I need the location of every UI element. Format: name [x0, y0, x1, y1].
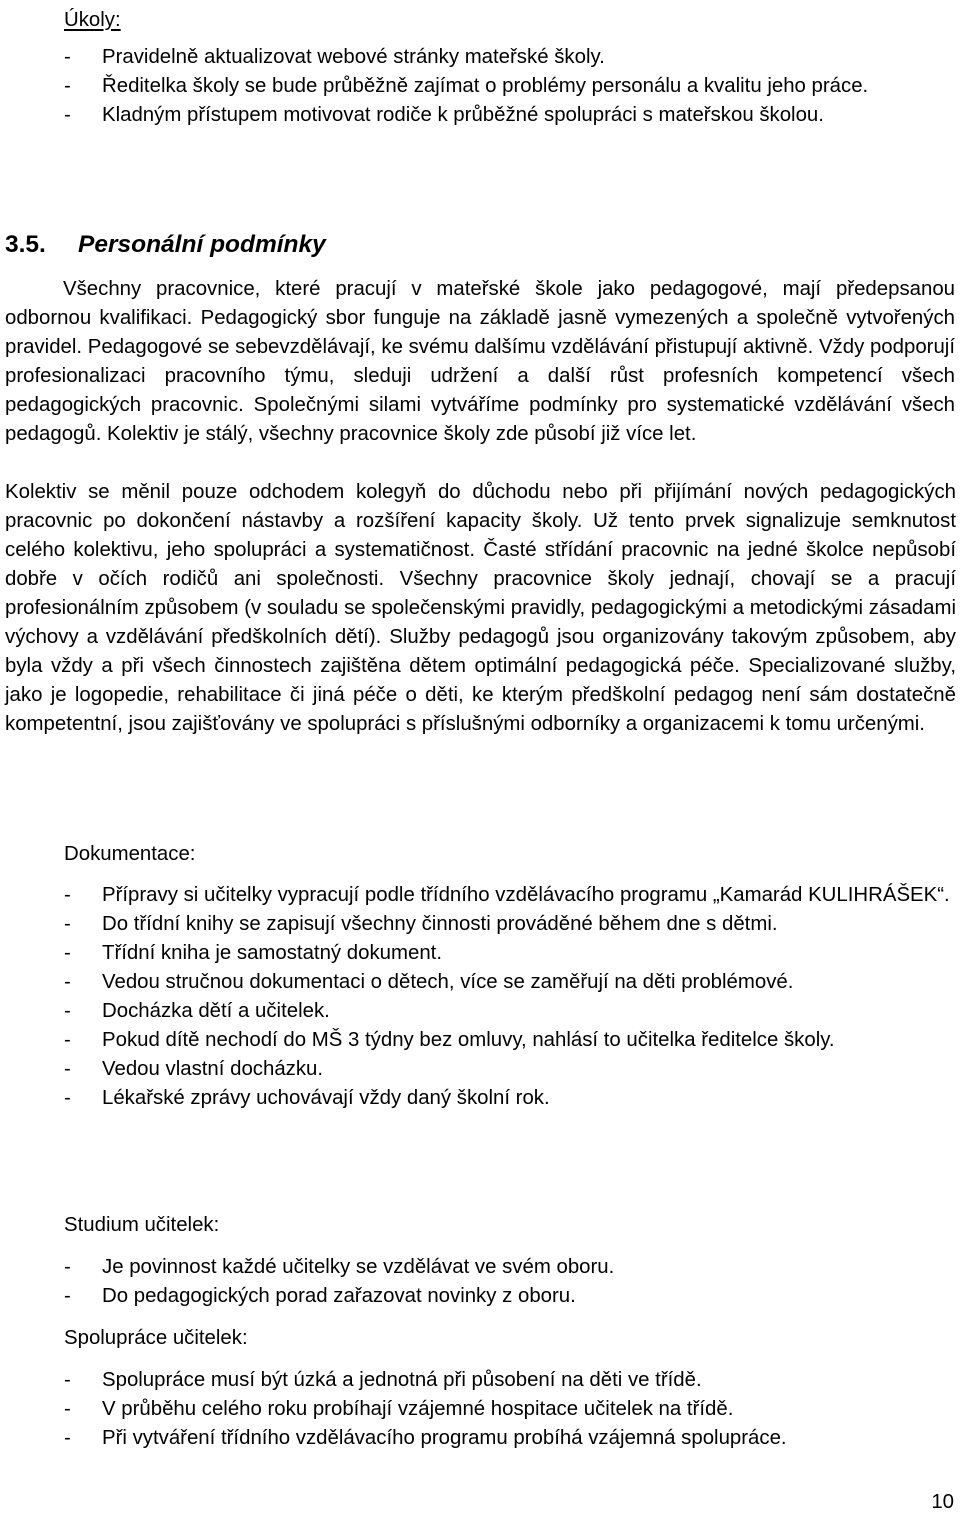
list-item: - Přípravy si učitelky vypracují podle třídního vzdělávacího programu „Kamarád KULIHRÁŠEK“. — [64, 884, 950, 906]
list-item: - Lékařské zprávy uchovávají vždy daný školní rok. — [64, 1087, 550, 1109]
list-item: - Spolupráce musí být úzká a jednotná při působení na děti ve třídě. — [64, 1369, 702, 1391]
list-item: - Vedou vlastní docházku. — [64, 1058, 324, 1080]
list-item: - Kladným přístupem motivovat rodiče k průběžné spolupráci s mateřskou školou. — [64, 104, 824, 126]
dokumentace-label: Dokumentace: — [64, 843, 196, 865]
ukoly-list — [64, 43, 956, 130]
list-item: - Při vytváření třídního vzdělávacího programu probíhá vzájemná spolupráce. — [64, 1427, 787, 1449]
list-item: - Je povinnost každé učitelky se vzdělávat ve svém oboru. — [64, 1256, 615, 1278]
section-title: Personální podmínky — [78, 231, 326, 258]
list-item: - V průběhu celého roku probíhají vzájemné hospitace učitelek na třídě. — [64, 1398, 734, 1420]
dokumentace-list — [64, 881, 956, 1113]
intro-paragraph: Všechny pracovnice, které pracují v mateřské škole jako pedagogové, mají předepsanou odbornou kvalifikaci. Pedagogický sbor funguje na základě jasně vymezených a společně vytvořených pravidel. Pedagogové se sebevzdělávají, ke svému dalšímu vzdělávání přistupují aktivně. Vždy podporují profesionalizaci pracovního týmu, sleduji udržení a další růst profesních kompetencí všech pedagogických pracovnic. Společnými silami vytváříme podmínky pro systematické vzdělávání všech pedagogů. Kolektiv je stálý, všechny pracovnice školy zde působí již více let. — [5, 278, 955, 445]
list-item: - Do pedagogických porad zařazovat novinky z oboru. — [64, 1285, 576, 1307]
spoluprace-label: Spolupráce učitelek: — [64, 1327, 248, 1349]
list-item: - Třídní kniha je samostatný dokument. — [64, 942, 443, 964]
list-item: - Do třídní knihy se zapisují všechny činnosti prováděné během dne s dětmi. — [64, 913, 778, 935]
studium-label: Studium učitelek: — [64, 1214, 220, 1236]
main-paragraph: Kolektiv se měnil pouze odchodem kolegyň do důchodu nebo při přijímání nových pedagogických pracovnic po dokončení nástavby a rozšíření kapacity školy. Už tento prvek signalizuje semknutost celého kolektivu, jeho spolupráci a systematičnost. Časté střídání pracovnic na jedné školce nepůsobí dobře v očích rodičů ani společnosti. Všechny pracovnice školy jednají, chovají se a pracují profesionálním způsobem (v souladu se společenskými pravidly, pedagogickými a metodickými zásadami výchovy a vzdělávání předškolních dětí). Služby pedagogů jsou organizovány takovým způsobem, aby byla vždy a při všech činnostech zajištěna dětem optimální pedagogická péče. Specializované služby, jako je logopedie, rehabilitace či jiná péče o děti, ke kterým předškolní pedagog není sám dostatečně kompetentní, jsou zajišťovány ve spolupráci s příslušnými odborníky a organizacemi k tomu určenými. — [5, 481, 956, 735]
section-number: 3.5. — [5, 231, 46, 258]
list-item: - Vedou stručnou dokumentaci o dětech, více se zaměřují na děti problémové. — [64, 971, 794, 993]
page-number: 10 — [931, 1491, 954, 1513]
studium-list — [64, 1253, 956, 1311]
list-item: - Ředitelka školy se bude průběžně zajímat o problémy personálu a kvalitu jeho práce. — [64, 75, 869, 97]
list-item: - Pokud dítě nechodí do MŠ 3 týdny bez omluvy, nahlásí to učitelka ředitelce školy. — [64, 1029, 835, 1051]
list-item: - Pravidelně aktualizovat webové stránky mateřské školy. — [64, 46, 605, 68]
list-item: - Docházka dětí a učitelek. — [64, 1000, 330, 1022]
spoluprace-list — [64, 1366, 956, 1453]
ukoly-label: Úkoly: — [64, 9, 121, 31]
section-heading — [5, 229, 326, 261]
